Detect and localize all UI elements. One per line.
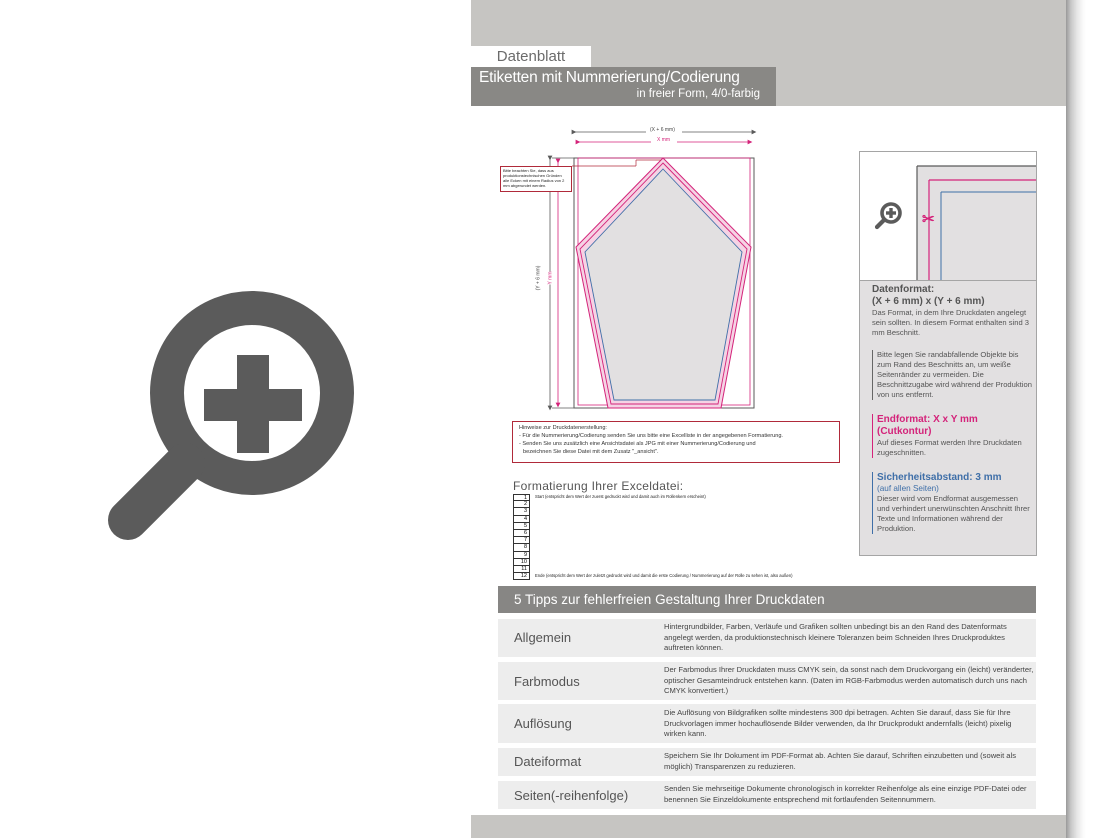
tip-row xyxy=(498,662,1036,700)
corner-radius-callout: Bitte beachten Sie, dass aus produktionstechnischen Gründen alle Ecken mit einem Radius von 2 mm abgerundet werden. xyxy=(500,166,572,192)
dim-height-inner: Y mm xyxy=(547,271,554,285)
row-note-end: Ende (entspricht dem Wert der zuletzt gedruckt wird und damit die erste Codierung / Nummerierung auf der Rolle zu sehen ist, also außen) xyxy=(535,573,793,579)
page-title: Etiketten mit Nummerierung/Codierung xyxy=(479,69,740,86)
print-notes-box xyxy=(512,421,840,463)
endformat-title: Endformat: X x Y mm xyxy=(877,414,978,425)
tip-row xyxy=(498,704,1036,743)
zoom-in-icon[interactable] xyxy=(872,200,904,232)
safe-zone-block xyxy=(872,472,1032,534)
notes-title: Hinweise zur Druckdatenerstellung: xyxy=(519,425,607,431)
bleed-block xyxy=(872,350,1032,400)
tip-label: Seiten(-reihenfolge) xyxy=(514,788,629,803)
endformat-block xyxy=(872,414,1032,458)
dim-width-outer: (X + 6 mm) xyxy=(650,127,675,133)
zoom-in-icon[interactable] xyxy=(100,285,360,545)
tip-row xyxy=(498,748,1036,776)
notes-item: - Für die Nummerierung/Codierung senden Sie uns bitte eine Excelliste in der angegebenen Formatierung. xyxy=(519,433,783,439)
tip-text: Die Auflösung von Bildgrafiken sollte mindestens 300 dpi betragen. Achten Sie darauf, dass Sie für Ihre Druckvorlagen immer hochauflösende Bilder verwenden, da Ihr Druckprodukt andernfalls (leicht) pixelig wirken kann. xyxy=(664,708,1012,738)
doc-type-tag: Datenblatt xyxy=(471,46,591,67)
row-number: 1 xyxy=(513,494,530,501)
tip-text: Hintergrundbilder, Farben, Verläufe und Grafiken sollten unbedingt bis an den Rand des Datenformats angelegt werden, da produktionstechnisch kleinere Toleranzen beim Schneiden Ihres Druckproduktes auftreten können. xyxy=(664,622,1007,652)
row-number: 2 xyxy=(513,501,530,508)
tip-label: Farbmodus xyxy=(514,674,580,689)
safe-zone-sub: (auf allen Seiten) xyxy=(877,484,939,493)
row-number: 10 xyxy=(513,559,530,566)
row-number: 8 xyxy=(513,544,530,551)
tip-text: Speichern Sie Ihr Dokument im PDF-Format ab. Achten Sie darauf, Schriften einzubetten und (soweit als möglich) Transparenzen zu reduzieren. xyxy=(664,751,1017,771)
tip-row xyxy=(498,781,1036,809)
row-number: 9 xyxy=(513,552,530,559)
excel-format-title: Formatierung Ihrer Exceldatei: xyxy=(513,479,684,493)
datasheet-page xyxy=(471,0,1066,838)
notes-item: - Senden Sie uns zusätzlich eine Ansichtsdatei als JPG mit einer Nummerierung/Codierung und xyxy=(519,441,756,447)
title-box xyxy=(471,67,776,106)
scissors-icon: ✂ xyxy=(922,211,935,228)
tip-label: Allgemein xyxy=(514,630,572,645)
row-number: 12 xyxy=(513,573,530,580)
safe-zone-title: Sicherheitsabstand: 3 mm xyxy=(877,472,1002,483)
format-info-panel xyxy=(859,151,1037,556)
dim-width-inner: X mm xyxy=(657,137,671,143)
row-number: 7 xyxy=(513,537,530,544)
corner-detail xyxy=(860,152,1036,281)
row-number: 3 xyxy=(513,508,530,515)
notes-item: bezeichnen Sie diese Datei mit dem Zusatz "_ansicht". xyxy=(523,449,659,455)
tip-text: Senden Sie mehrseitige Dokumente chronologisch in korrekter Reihenfolge als eine einzige PDF-Datei oder benennen Sie Einzeldokumente entsprechend mit fortlaufenden Seitennummern. xyxy=(664,784,1027,804)
page-shadow xyxy=(1066,0,1086,838)
info-body xyxy=(872,284,1032,534)
tip-row xyxy=(498,619,1036,657)
tips-header: 5 Tipps zur fehlerfreien Gestaltung Ihrer Druckdaten xyxy=(498,586,1036,613)
dim-height-outer: (Y + 6 mm) xyxy=(535,265,542,291)
endformat-sub: (Cutkontur) xyxy=(877,426,932,437)
row-number: 11 xyxy=(513,566,530,573)
page-subtitle: in freier Form, 4/0-farbig xyxy=(636,88,760,100)
safe-zone-text: Dieser wird vom Endformat ausgemessen und verhindert unerwünschten Anschnitt Ihrer Texte und Informationen während der Produktion. xyxy=(877,494,1030,533)
endformat-text: Auf dieses Format werden Ihre Druckdaten zugeschnitten. xyxy=(877,438,1022,457)
tip-label: Auflösung xyxy=(514,716,572,731)
footer-band xyxy=(471,815,1066,838)
row-note-start: Start (entspricht dem Wert der zuerst gedruckt wird und damit auch im Rollenkern erscheint) xyxy=(535,494,706,499)
bleed-text: Bitte legen Sie randabfallende Objekte bis zum Rand des Beschnitts an, um weiße Seitenränder zu vermeiden. Die Beschnittzugabe wird während der Produktion von uns entfernt. xyxy=(877,350,1032,399)
row-number: 5 xyxy=(513,523,530,530)
datenformat-title: Datenformat: xyxy=(872,284,935,295)
datenformat-text: Das Format, in dem Ihre Druckdaten angelegt sein sollten. In diesem Format enthalten sind 3 mm Beschnitt. xyxy=(872,308,1030,337)
tip-text: Der Farbmodus Ihrer Druckdaten muss CMYK sein, da sonst nach dem Druckvorgang ein (leicht) veränderter, optischer Gesamteindruck entstehen kann. (Daten im RGB-Farbmodus werden automatisch durch uns nach CMYK konvertiert.) xyxy=(664,665,1034,695)
row-number: 6 xyxy=(513,530,530,537)
row-number: 4 xyxy=(513,516,530,523)
datenformat-value: (X + 6 mm) x (Y + 6 mm) xyxy=(872,296,985,307)
tip-label: Dateiformat xyxy=(514,754,582,769)
